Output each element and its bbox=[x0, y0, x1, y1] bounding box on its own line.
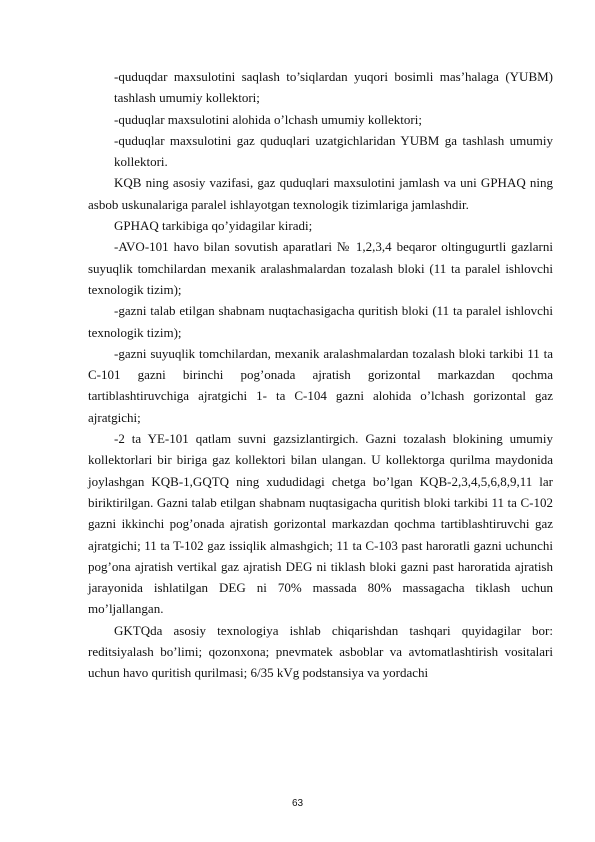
page-number: 63 bbox=[291, 798, 304, 809]
list-item-avo-101: -AVO-101 havo bilan sovutish aparatlari № 1,2,3,4 beqaror oltingugurtli gazlarni suyuqlik tomchilardan mexanik aralashmalardan tozalash bloki (11 ta paralel ishlovchi texnologik tizim); bbox=[88, 239, 553, 297]
list-item-collector-measure: -quduqlar maxsulotini alohida o’lchash umumiy kollektori; bbox=[114, 111, 422, 127]
list-item-drying-block: -gazni talab etilgan shabnam nuqtachasigacha quritish bloki (11 ta paralel ishlovchi texnologik tizim); bbox=[88, 303, 553, 340]
list-item-collector-transfer: -quduqlar maxsulotini gaz quduqlari uzatgichlaridan YUBM ga tashlash umumiy kollektori. bbox=[114, 132, 553, 170]
paragraph-gphaq-intro: GPHAQ tarkibiga qo’yidagilar kiradi; bbox=[114, 218, 313, 234]
page-body bbox=[88, 66, 553, 684]
paragraph-gktq-facilities: GKTQda asosiy texnologiya ishlab chiqarishdan tashqari quyidagilar bor: reditsiyalash bo’limi; qozonxona; pnevmatek asboblar va avtomatlashtirish vositalari uchun havo quritish qurilmasi; 6/35 kVg podstansiya va yordachi bbox=[88, 622, 553, 681]
list-item-collector-yubm: -quduqdar maxsulotini saqlash to’siqlardan yuqori bosimli mas’halaga (YUBM) tashlash umumiy kollektori; bbox=[114, 69, 553, 106]
list-item-cleaning-block: -gazni suyuqlik tomchilardan, mexanik aralashmalardan tozalash bloki tarkibi 11 ta C-101 gazni birinchi pog’onada ajratish gorizontal markazdan qochma tartiblashtiruvchiga ajratgichi 1- ta C-104 gazni alohida o’lchash gorizontal gaz ajratgichi; bbox=[88, 345, 553, 425]
list-item-ye-101: -2 ta YE-101 qatlam suvni gazsizlantirgich. Gazni tozalash blokining umumiy kollektorlari bir biriga gaz kollektori bilan ulangan. U kollektorga qurilma maydonida joylashgan KQB-1,GQTQ ning xududidagi chetga bo’lgan KQB-2,3,4,5,6,8,9,11 lar biriktirilgan. Gazni talab etilgan shabnam nuqtasigacha quritish bloki tarkibi 11 ta C-102 gazni ikkinchi pog’onada ajratish gorizontal markazdan qochma tartiblashtiruvchi gaz ajratgichi; 11 ta T-102 gaz issiqlik almashgich; 11 ta C-103 past haroratli gazni uchunchi pog’ona ajratish vertikal gaz ajratish DEG ni tiklash bloki gazni past haroratida ajratish jarayonida ishlatilgan DEG ni 70% massada 80% massagacha tiklash uchun mo’ljallangan. bbox=[88, 431, 553, 617]
paragraph-kqb-purpose: KQB ning asosiy vazifasi, gaz quduqlari maxsulotini jamlash va uni GPHAQ ning asbob uskunalariga paralel ishlayotgan texnologik tizimlariga jamlashdir. bbox=[88, 175, 553, 212]
